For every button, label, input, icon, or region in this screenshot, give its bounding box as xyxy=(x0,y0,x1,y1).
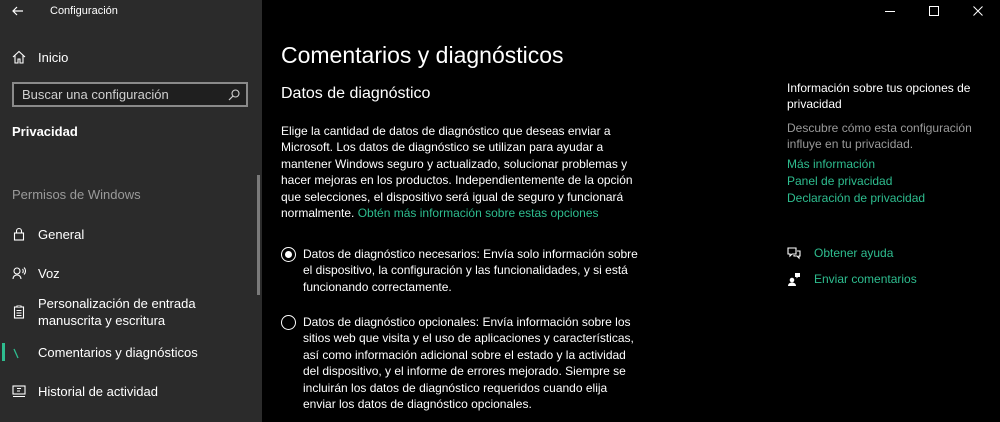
radio-label: Datos de diagnóstico necesarios: Envía solo información sobre el dispositivo, la configuración y las funcionalidades, y si está funcionando correctamente. xyxy=(303,247,638,294)
search-placeholder: Buscar una configuración xyxy=(22,87,169,102)
privacy-info-description: Descubre cómo esta configuración influye en tu privacidad. xyxy=(787,121,972,151)
feedback-icon xyxy=(12,345,26,359)
send-feedback-link[interactable] xyxy=(787,272,917,286)
help-chat-icon xyxy=(787,246,801,260)
search-input[interactable] xyxy=(12,82,248,107)
back-button[interactable] xyxy=(0,0,36,22)
radio-button-selected[interactable] xyxy=(281,247,296,262)
sidebar-item-label: Comentarios y diagnósticos xyxy=(38,344,198,360)
maximize-button[interactable] xyxy=(912,0,956,22)
clipboard-icon xyxy=(12,305,26,319)
home-icon xyxy=(12,50,26,64)
sidebar-item-activity-history[interactable] xyxy=(0,382,258,400)
group-title: Permisos de Windows xyxy=(12,187,141,202)
privacy-dashboard-link[interactable]: Panel de privacidad xyxy=(787,174,893,188)
sidebar-item-label: Historial de actividad xyxy=(38,383,158,399)
sidebar-item-home[interactable] xyxy=(0,44,262,70)
close-icon xyxy=(973,6,983,16)
sidebar-item-label: Personalización de entrada manuscrita y escritura xyxy=(38,296,196,328)
speech-icon xyxy=(12,266,26,280)
section-title: Privacidad xyxy=(12,124,78,139)
more-info-link[interactable]: Más información xyxy=(787,157,876,171)
sidebar-item-label: Voz xyxy=(38,265,60,281)
titlebar xyxy=(0,0,262,22)
privacy-statement-link[interactable]: Declaración de privacidad xyxy=(787,191,926,205)
radio-label: Datos de diagnóstico opcionales: Envía información sobre los sitios web que visita y el uso de aplicaciones y características, así como información adicional sobre el estado y la actividad del dispositivo, y el informe de errores mejorado. Siempre se incluirán los datos de diagnóstico requeridos cuando elija enviar los datos de diagnóstico opcionales. xyxy=(303,315,634,412)
arrow-left-icon xyxy=(12,6,24,16)
page-title: Comentarios y diagnósticos xyxy=(281,42,564,68)
sidebar-item-inking-typing[interactable] xyxy=(0,295,258,329)
radio-required-diagnostics[interactable] xyxy=(281,246,643,295)
learn-more-link[interactable]: Obtén más información sobre estas opciones xyxy=(357,206,599,221)
send-feedback-label: Enviar comentarios xyxy=(814,272,917,286)
sidebar-scrollbar[interactable] xyxy=(257,175,260,295)
sidebar-item-feedback-diagnostics[interactable] xyxy=(0,343,258,361)
sidebar-item-general[interactable] xyxy=(0,225,258,243)
sidebar-item-label: General xyxy=(38,226,85,242)
description-text: Elige la cantidad de datos de diagnóstico que deseas enviar a Microsoft. Los datos de diagnóstico se utilizan para ayudar a mantener Windows seguro y actualizado, solucionar problemas y hacer mejoras en los productos. Independientemente de la opción que selecciones, el dispositivo será igual de seguro y funcionará normalmente. xyxy=(281,124,633,221)
app-title: Configuración xyxy=(50,5,118,17)
sidebar xyxy=(0,0,262,422)
search-icon[interactable] xyxy=(228,89,240,101)
minimize-icon xyxy=(885,6,895,16)
main-content xyxy=(262,0,1000,422)
minimize-button[interactable] xyxy=(868,0,912,22)
close-button[interactable] xyxy=(956,0,1000,22)
history-icon xyxy=(12,384,26,398)
sidebar-item-label: Inicio xyxy=(38,49,69,65)
get-help-label: Obtener ayuda xyxy=(814,246,894,260)
radio-optional-diagnostics[interactable] xyxy=(281,314,643,412)
privacy-info-heading: Información sobre tus opciones de privacidad xyxy=(787,81,971,111)
get-help-link[interactable] xyxy=(787,246,893,260)
sidebar-item-voice[interactable] xyxy=(0,264,258,282)
window-controls xyxy=(868,0,1000,22)
radio-button[interactable] xyxy=(281,315,296,330)
radio-dot xyxy=(285,251,292,258)
feedback-person-icon xyxy=(787,272,801,286)
description xyxy=(281,123,651,221)
section-heading: Datos de diagnóstico xyxy=(281,85,431,102)
lock-icon xyxy=(12,227,26,241)
maximize-icon xyxy=(929,6,939,16)
